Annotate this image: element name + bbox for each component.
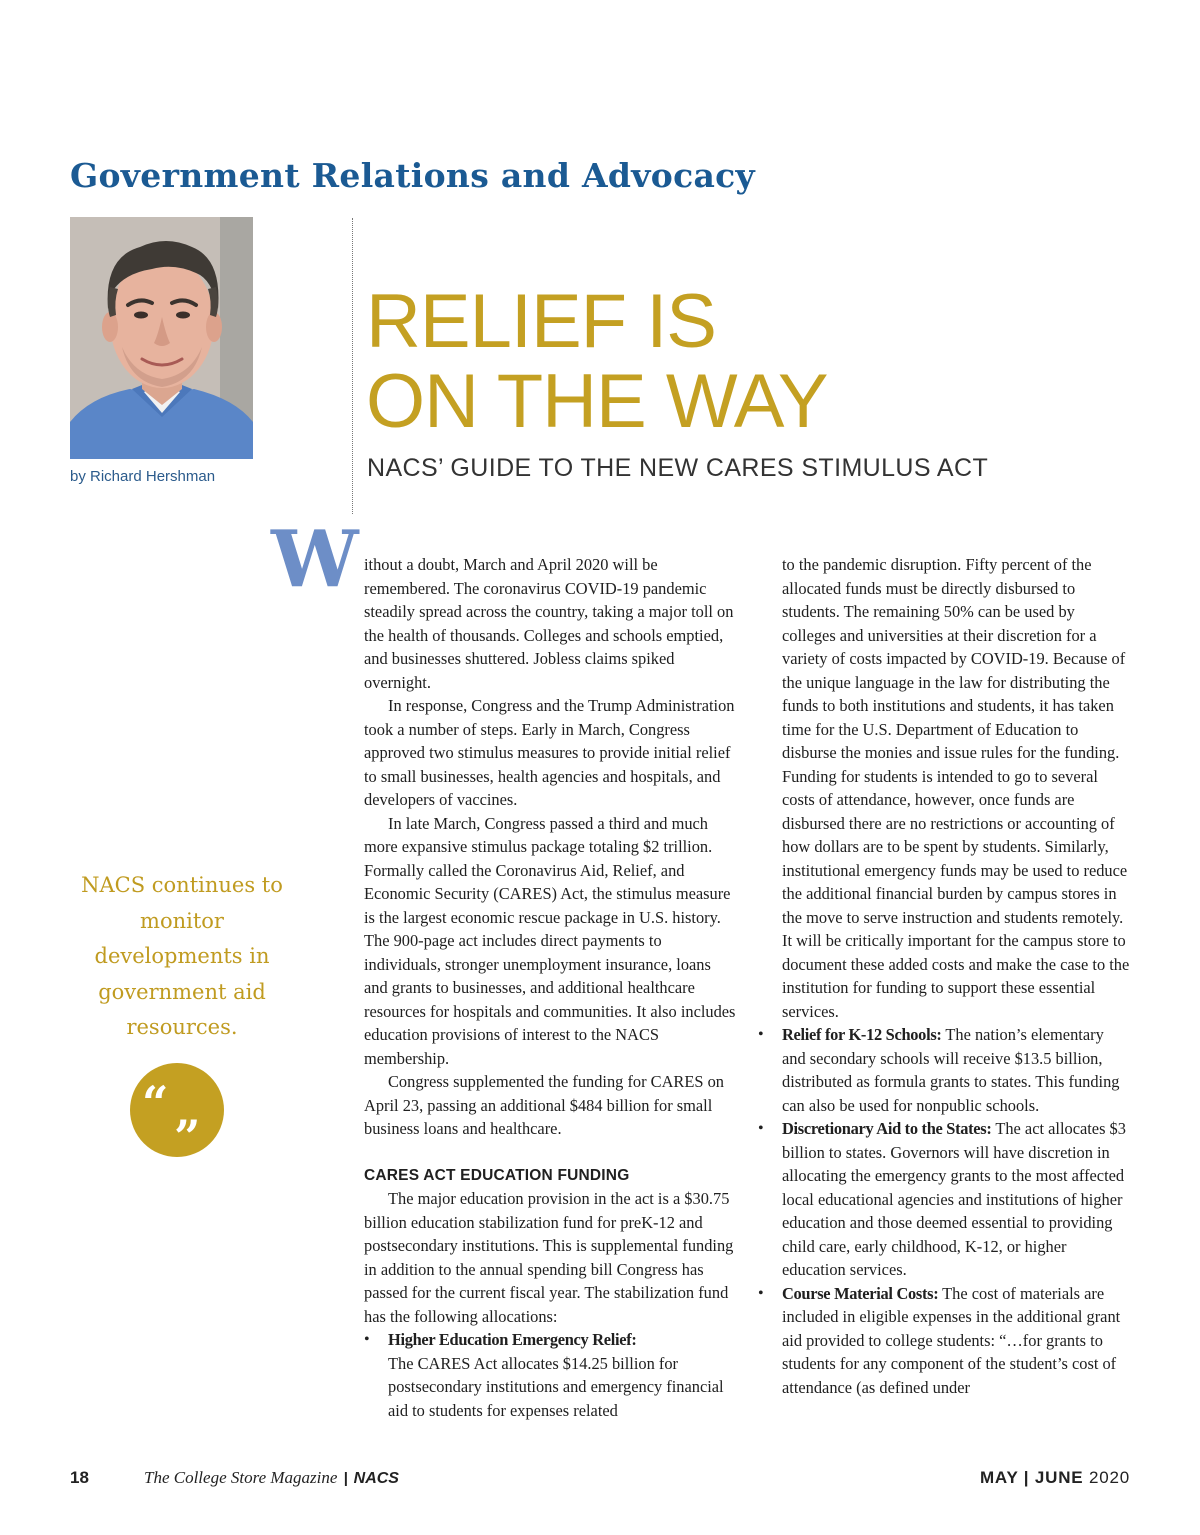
headline-line-1: RELIEF IS — [366, 279, 716, 364]
headline-line-2: ON THE WAY — [366, 359, 828, 444]
list-item — [758, 1023, 1130, 1117]
issue-date — [980, 1468, 1130, 1488]
article-column-1 — [364, 553, 736, 1422]
issue-month: MAY | JUNE — [979, 1468, 1084, 1487]
list-item-text: The act allocates $3 billion to states. Governors will have discretion in allocating the emergency grants to the most affected local educational agencies and institutions of higher education and those deemed essential to providing child care, early childhood, K-12, or higher education services. — [782, 1119, 1126, 1279]
paragraph: The major education provision in the act is a $30.75 billion education stabilization fund for preK-12 and postsecondary institutions. This is supplemental funding in addition to the annual spending bill Congress has passed for the current fiscal year. The stabilization fund has the following allocations: — [364, 1189, 734, 1326]
paragraph: ithout a doubt, March and April 2020 will be remembered. The coronavirus COVID-19 pandemic steadily spread across the country, taking a major toll on the health of thousands. Colleges and schools emptied, and businesses shuttered. Jobless claims spiked overnight. — [364, 555, 734, 692]
section-title: Government Relations and Advocacy — [70, 156, 756, 195]
list-item — [364, 1328, 736, 1422]
article-column-2 — [782, 553, 1130, 1399]
column-divider — [352, 218, 353, 514]
allocation-list — [364, 1328, 736, 1422]
pull-quote: NACS continues to monitor developments in government aid resources. — [81, 873, 283, 1039]
list-item-text: The nation’s elementary and secondary schools will receive $13.5 billion, distributed as formula grants to states. This funding can also be used for nonpublic schools. — [782, 1025, 1120, 1115]
author-portrait-image — [70, 217, 253, 459]
quotation-marks-icon — [130, 1063, 224, 1157]
quote-glyph — [130, 1063, 224, 1157]
page-footer — [70, 1468, 1130, 1492]
list-item — [758, 1117, 1130, 1282]
list-item-text: The CARES Act allocates $14.25 billion for postsecondary institutions and emergency financial aid to students for expenses related — [388, 1353, 724, 1420]
list-item-label: Discretionary Aid to the States: — [782, 1119, 992, 1138]
list-item — [758, 1282, 1130, 1400]
list-item-label: Higher Education Emergency Relief: — [388, 1330, 637, 1349]
footer-separator: | — [343, 1470, 348, 1487]
paragraph: to the pandemic disruption. Fifty percent of the allocated funds must be directly disbursed to students. The remaining 50% can be used by colleges and universities at their discretion for a variety of costs impacted by COVID-19. Because of the unique language in the law for distributing the funds to both institutions and students, it has taken time for the U.S. Department of Education to disburse the monies and issue rules for the funding. Funding for students is intended to go to several costs of attendance, however, once funds are disbursed there are no restrictions or accounting of how dollars are to be spent by students. Similarly, institutional emergency funds may be used to reduce the additional financial burden by campus stores in the move to serve instruction and students remotely. It will be critically important for the campus store to document these added costs and make the case to the institution for funding to support these essential services. — [782, 555, 1130, 1021]
list-item-text: The cost of materials are included in eligible expenses in the additional grant aid provided to college students: “…for grants to students for any component of the student’s cost of attendance (as defined under — [782, 1283, 1121, 1397]
list-item-label: Course Material Costs: — [782, 1283, 939, 1303]
drop-cap: W — [271, 514, 359, 605]
list-item-label: Relief for K-12 Schools: — [782, 1025, 942, 1044]
page-number: 18 — [70, 1468, 89, 1487]
author-photo — [70, 217, 253, 459]
paragraph: Congress supplemented the funding for CARES on April 23, passing an additional $484 billion for small business loans and healthcare. — [364, 1072, 724, 1138]
svg-text:”: ” — [174, 1110, 201, 1157]
issue-year: 2020 — [1088, 1468, 1130, 1487]
author-byline: by Richard Hershman — [70, 468, 216, 485]
paragraph: In response, Congress and the Trump Administration took a number of steps. Early in March, Congress approved two stimulus measures to provide initial relief to small businesses, health agencies and hospitals, and developers of vaccines. — [364, 696, 735, 809]
article-headline — [366, 279, 828, 444]
org-name: NACS — [353, 1470, 399, 1487]
magazine-name: The College Store Magazine — [144, 1468, 338, 1487]
svg-text:“: “ — [142, 1076, 169, 1130]
magazine-title — [144, 1468, 399, 1488]
allocation-list — [782, 1023, 1130, 1399]
section-heading: CARES ACT EDUCATION FUNDING — [364, 1166, 630, 1184]
article-subhead: NACS’ GUIDE TO THE NEW CARES STIMULUS ACT — [367, 454, 989, 482]
paragraph: In late March, Congress passed a third and much more expansive stimulus package totaling $2 trillion. Formally called the Coronavirus Aid, Relief, and Economic Security (CARES) Act, the stimulus measure is the largest economic rescue package in U.S. history. The 900-page act includes direct payments to individuals, stronger unemployment insurance, loans and grants to businesses, and additional healthcare resources for hospitals and communities. It also includes education provisions of interest to the NACS membership. — [364, 813, 736, 1068]
